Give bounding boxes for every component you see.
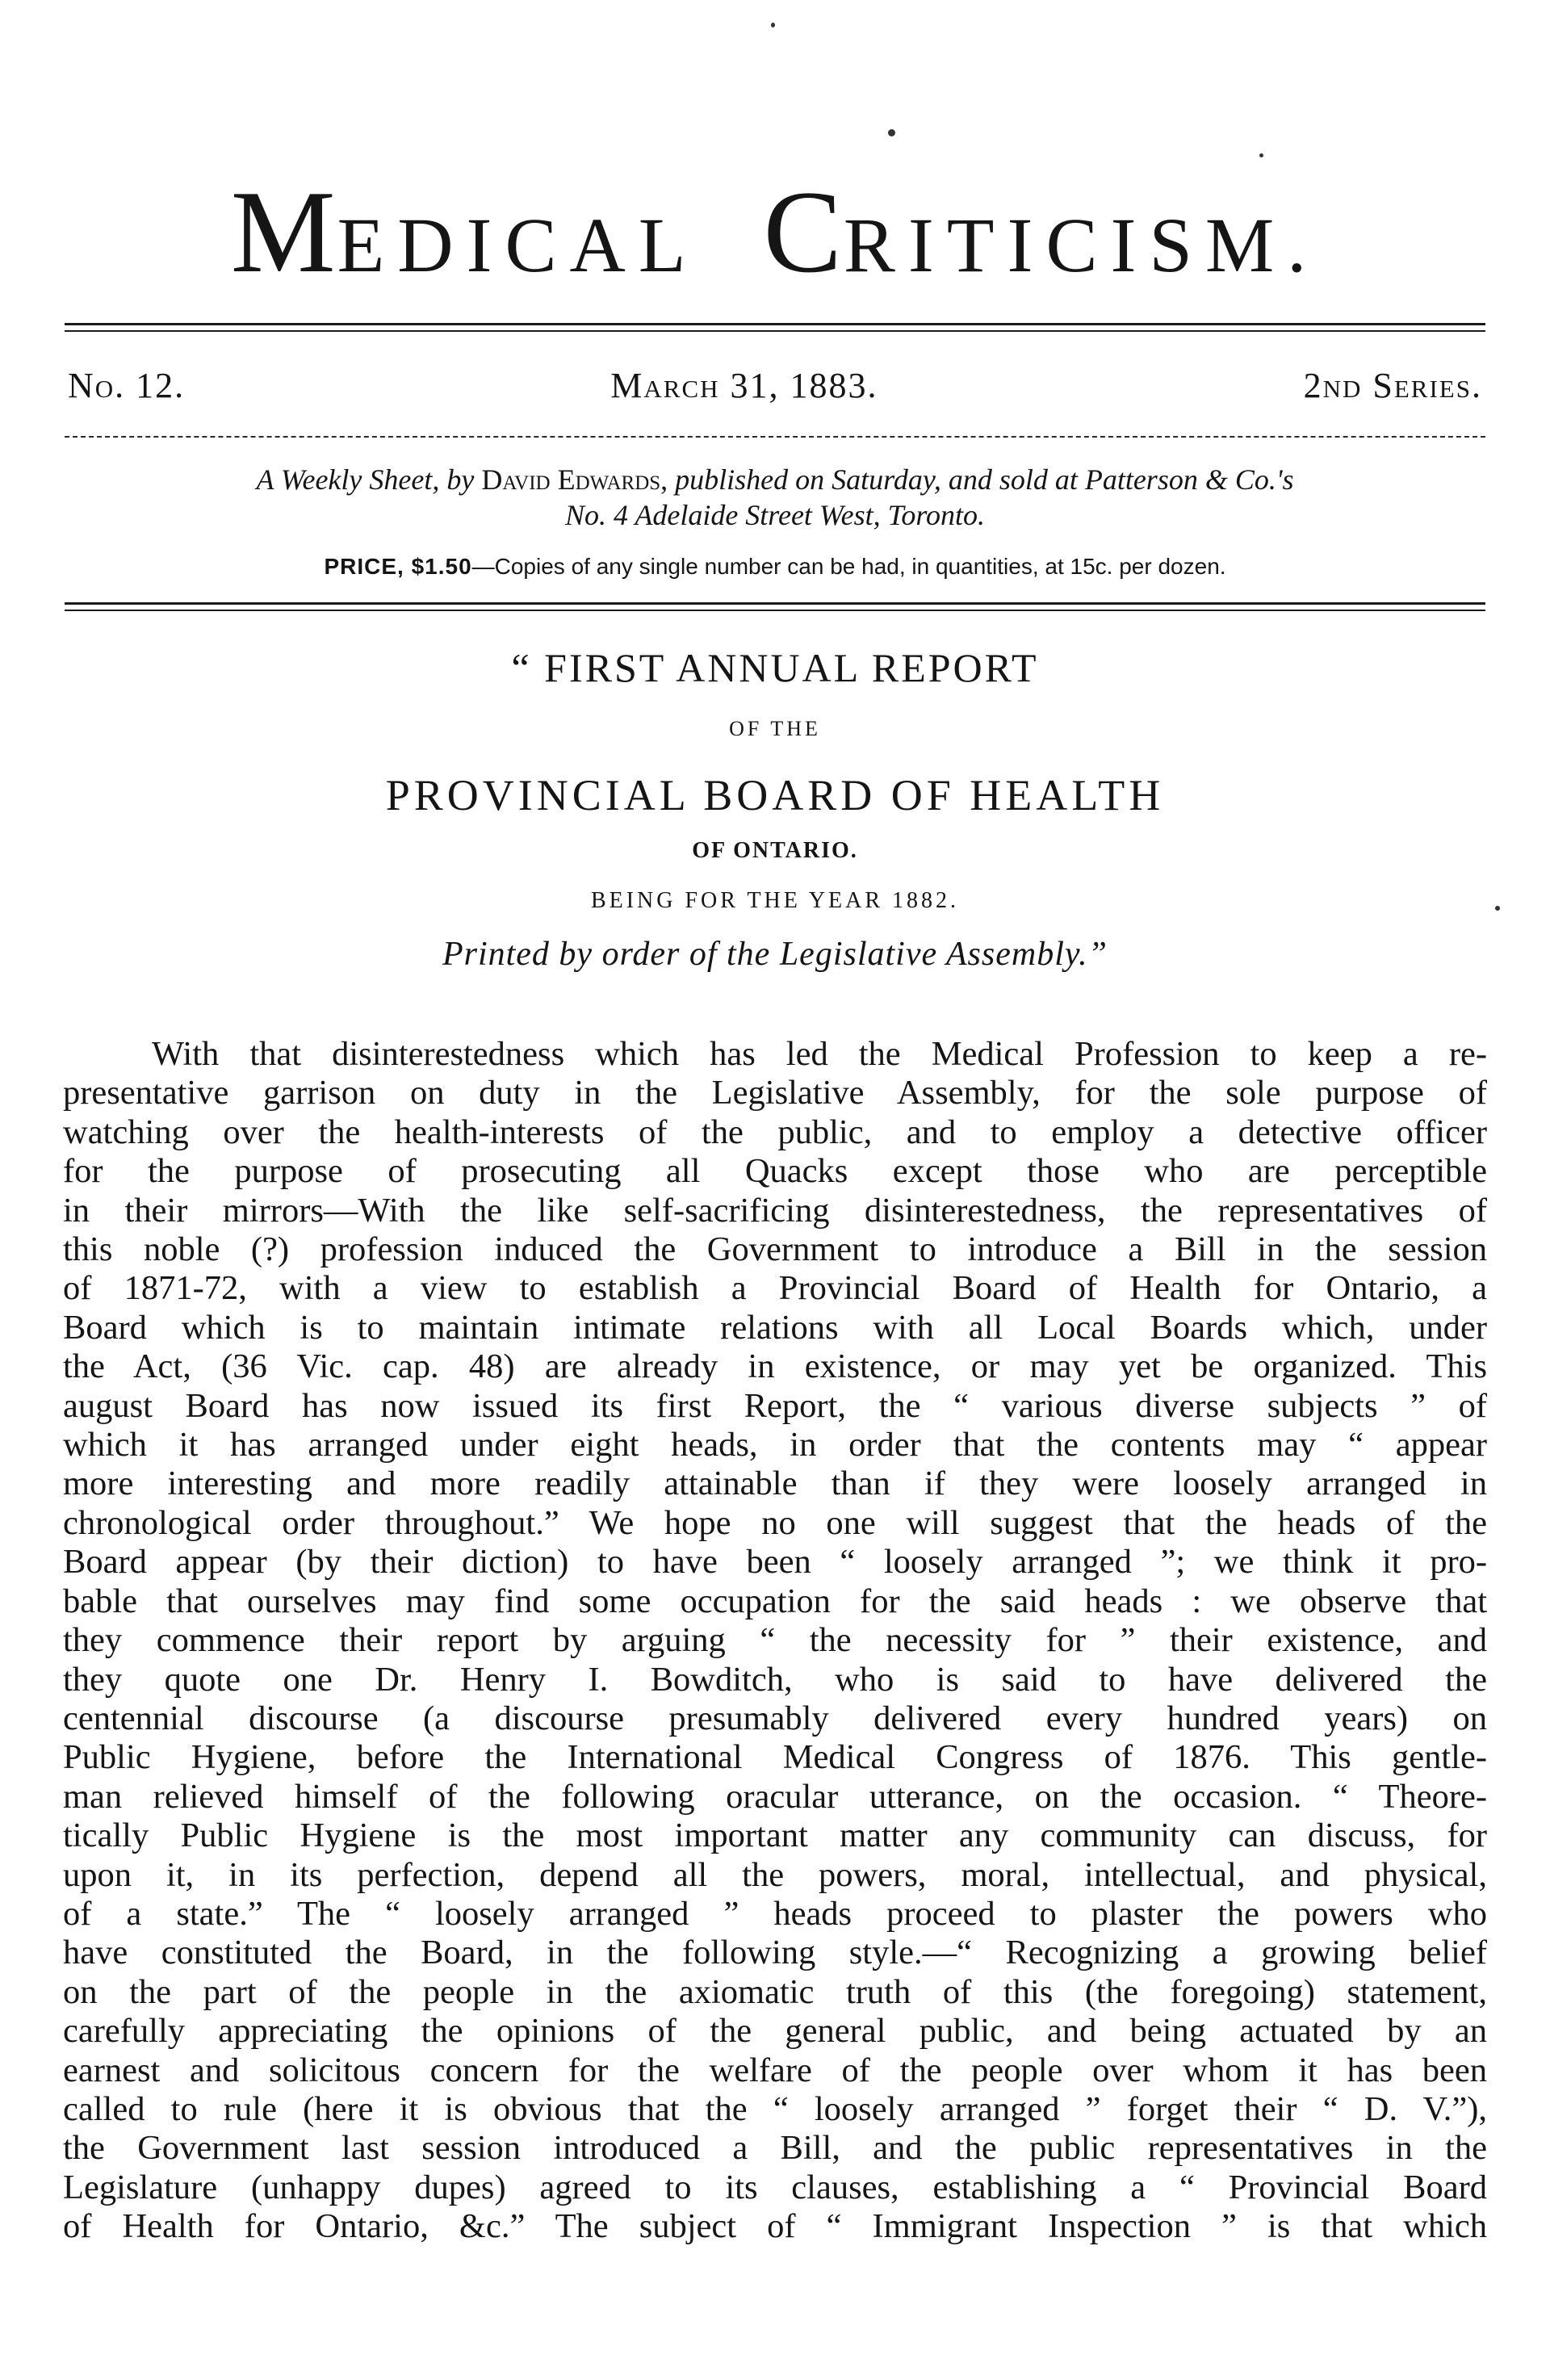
article-line: of a state.” The “ loosely arranged ” heads proceed to plaster the powers who [63, 1894, 1487, 1933]
article-line: called to rule (here it is obvious that the “ loosely arranged ” forget their “ D. V.”), [63, 2089, 1487, 2128]
article-line: bable that ourselves may find some occupation for the said heads : we observe that [63, 1582, 1487, 1620]
header-bottom-rule [65, 602, 1485, 611]
price-line [65, 554, 1485, 580]
issue-date: March 31, 1883. [610, 366, 878, 405]
publication-line-2: No. 4 Adelaide Street West, Toronto. [564, 499, 985, 531]
article-line: of 1871-72, with a view to establish a Provincial Board of Health for Ontario, a [63, 1269, 1487, 1308]
price-text: —Copies of any single number can be had, in quantities, at 15c. per dozen. [471, 554, 1226, 579]
issue-series: 2nd Series. [1303, 366, 1482, 405]
article-line: more interesting and more readily attainable than if they were loosely arranged in [63, 1464, 1487, 1503]
article-line: earnest and solicitous concern for the welfare of the people over whom it has been [63, 2051, 1487, 2089]
issue-rule [65, 436, 1485, 438]
masthead-word-medical: EDICAL [337, 202, 699, 288]
report-of-the: OF THE [729, 717, 821, 740]
price-label: PRICE, $1.50 [324, 554, 472, 579]
issue-line [68, 365, 1482, 406]
masthead-initial-m: M [230, 166, 337, 297]
article-line: chronological order throughout.” We hope no one will suggest that the heads of the [63, 1503, 1487, 1542]
publication-line-1 [65, 463, 1485, 497]
issue-number: No. 12. [68, 366, 186, 405]
article-line: man relieved himself of the following oracular utterance, on the occasion. “ Theore- [63, 1777, 1487, 1816]
ink-speck [888, 129, 895, 136]
report-title: “ FIRST ANNUAL REPORT [511, 645, 1039, 690]
article-line: Legislature (unhappy dupes) agreed to its clauses, establishing a “ Provincial Board [63, 2168, 1487, 2206]
article-line: they quote one Dr. Henry I. Bowditch, who is said to have delivered the [63, 1660, 1487, 1699]
article-line: which it has arranged under eight heads, in order that the contents may “ appear [63, 1426, 1487, 1464]
article-line: the Government last session introduced a Bill, and the public representatives in the [63, 2129, 1487, 2168]
publication-prefix: A Weekly Sheet, by [256, 463, 475, 496]
publication-suffix: published on Saturday, and sold at Patterson & Co.'s [675, 463, 1294, 496]
article-line: this noble (?) profession induced the Government to introduce a Bill in the session [63, 1230, 1487, 1269]
article-line: they commence their report by arguing “ the necessity for ” their existence, and [63, 1621, 1487, 1660]
ink-speck [1259, 153, 1263, 157]
article-line: presentative garrison on duty in the Legislative Assembly, for the sole purpose of [63, 1074, 1487, 1112]
article-line: in their mirrors—With the like self-sacrificing disinterestedness, the representatives of [63, 1191, 1487, 1230]
article-line: august Board has now issued its first Report, the “ various diverse subjects ” of [63, 1386, 1487, 1425]
article-body [63, 1035, 1487, 2247]
report-year: BEING FOR THE YEAR 1882. [590, 888, 960, 913]
masthead-title [65, 166, 1485, 297]
masthead-initial-c: C [763, 166, 844, 297]
article-line: have constituted the Board, in the following style.—“ Recognizing a growing belief [63, 1934, 1487, 1972]
article-line: Public Hygiene, before the International Medical Congress of 1876. This gentle- [63, 1738, 1487, 1777]
report-printed-by: Printed by order of the Legislative Assembly.” [442, 936, 1108, 973]
masthead-double-rule [65, 323, 1485, 332]
ink-speck [771, 23, 775, 27]
article-line: Board which is to maintain intimate relations with all Local Boards which, under [63, 1308, 1487, 1347]
article-line: watching over the health-interests of the public, and to employ a detective officer [63, 1112, 1487, 1151]
article-line: the Act, (36 Vic. cap. 48) are already in existence, or may yet be organized. This [63, 1347, 1487, 1386]
report-board: PROVINCIAL BOARD OF HEALTH [385, 771, 1165, 819]
article-line: of Health for Ontario, &c.” The subject of “ Immigrant Inspection ” is that which [63, 2207, 1487, 2246]
article-line: Board appear (by their diction) to have been “ loosely arranged ”; we think it pro- [63, 1543, 1487, 1582]
masthead-word-criticism: RITICISM. [843, 202, 1320, 288]
article-line: upon it, in its perfection, depend all the powers, moral, intellectual, and physical, [63, 1855, 1487, 1894]
article-line: for the purpose of prosecuting all Quacks except those who are perceptible [63, 1152, 1487, 1191]
ink-speck [1495, 906, 1500, 911]
article-line: tically Public Hygiene is the most important matter any community can discuss, for [63, 1816, 1487, 1855]
article-line: on the part of the people in the axiomatic truth of this (the foregoing) statement, [63, 1972, 1487, 2011]
article-line: With that disinterestedness which has led the Medical Profession to keep a re- [152, 1035, 1487, 1073]
article-line: centennial discourse (a discourse presumably delivered every hundred years) on [63, 1699, 1487, 1737]
publication-author: David Edwards, [481, 463, 668, 496]
report-of-ontario: OF ONTARIO. [692, 838, 858, 863]
article-line: carefully appreciating the opinions of the general public, and being actuated by an [63, 2012, 1487, 2051]
